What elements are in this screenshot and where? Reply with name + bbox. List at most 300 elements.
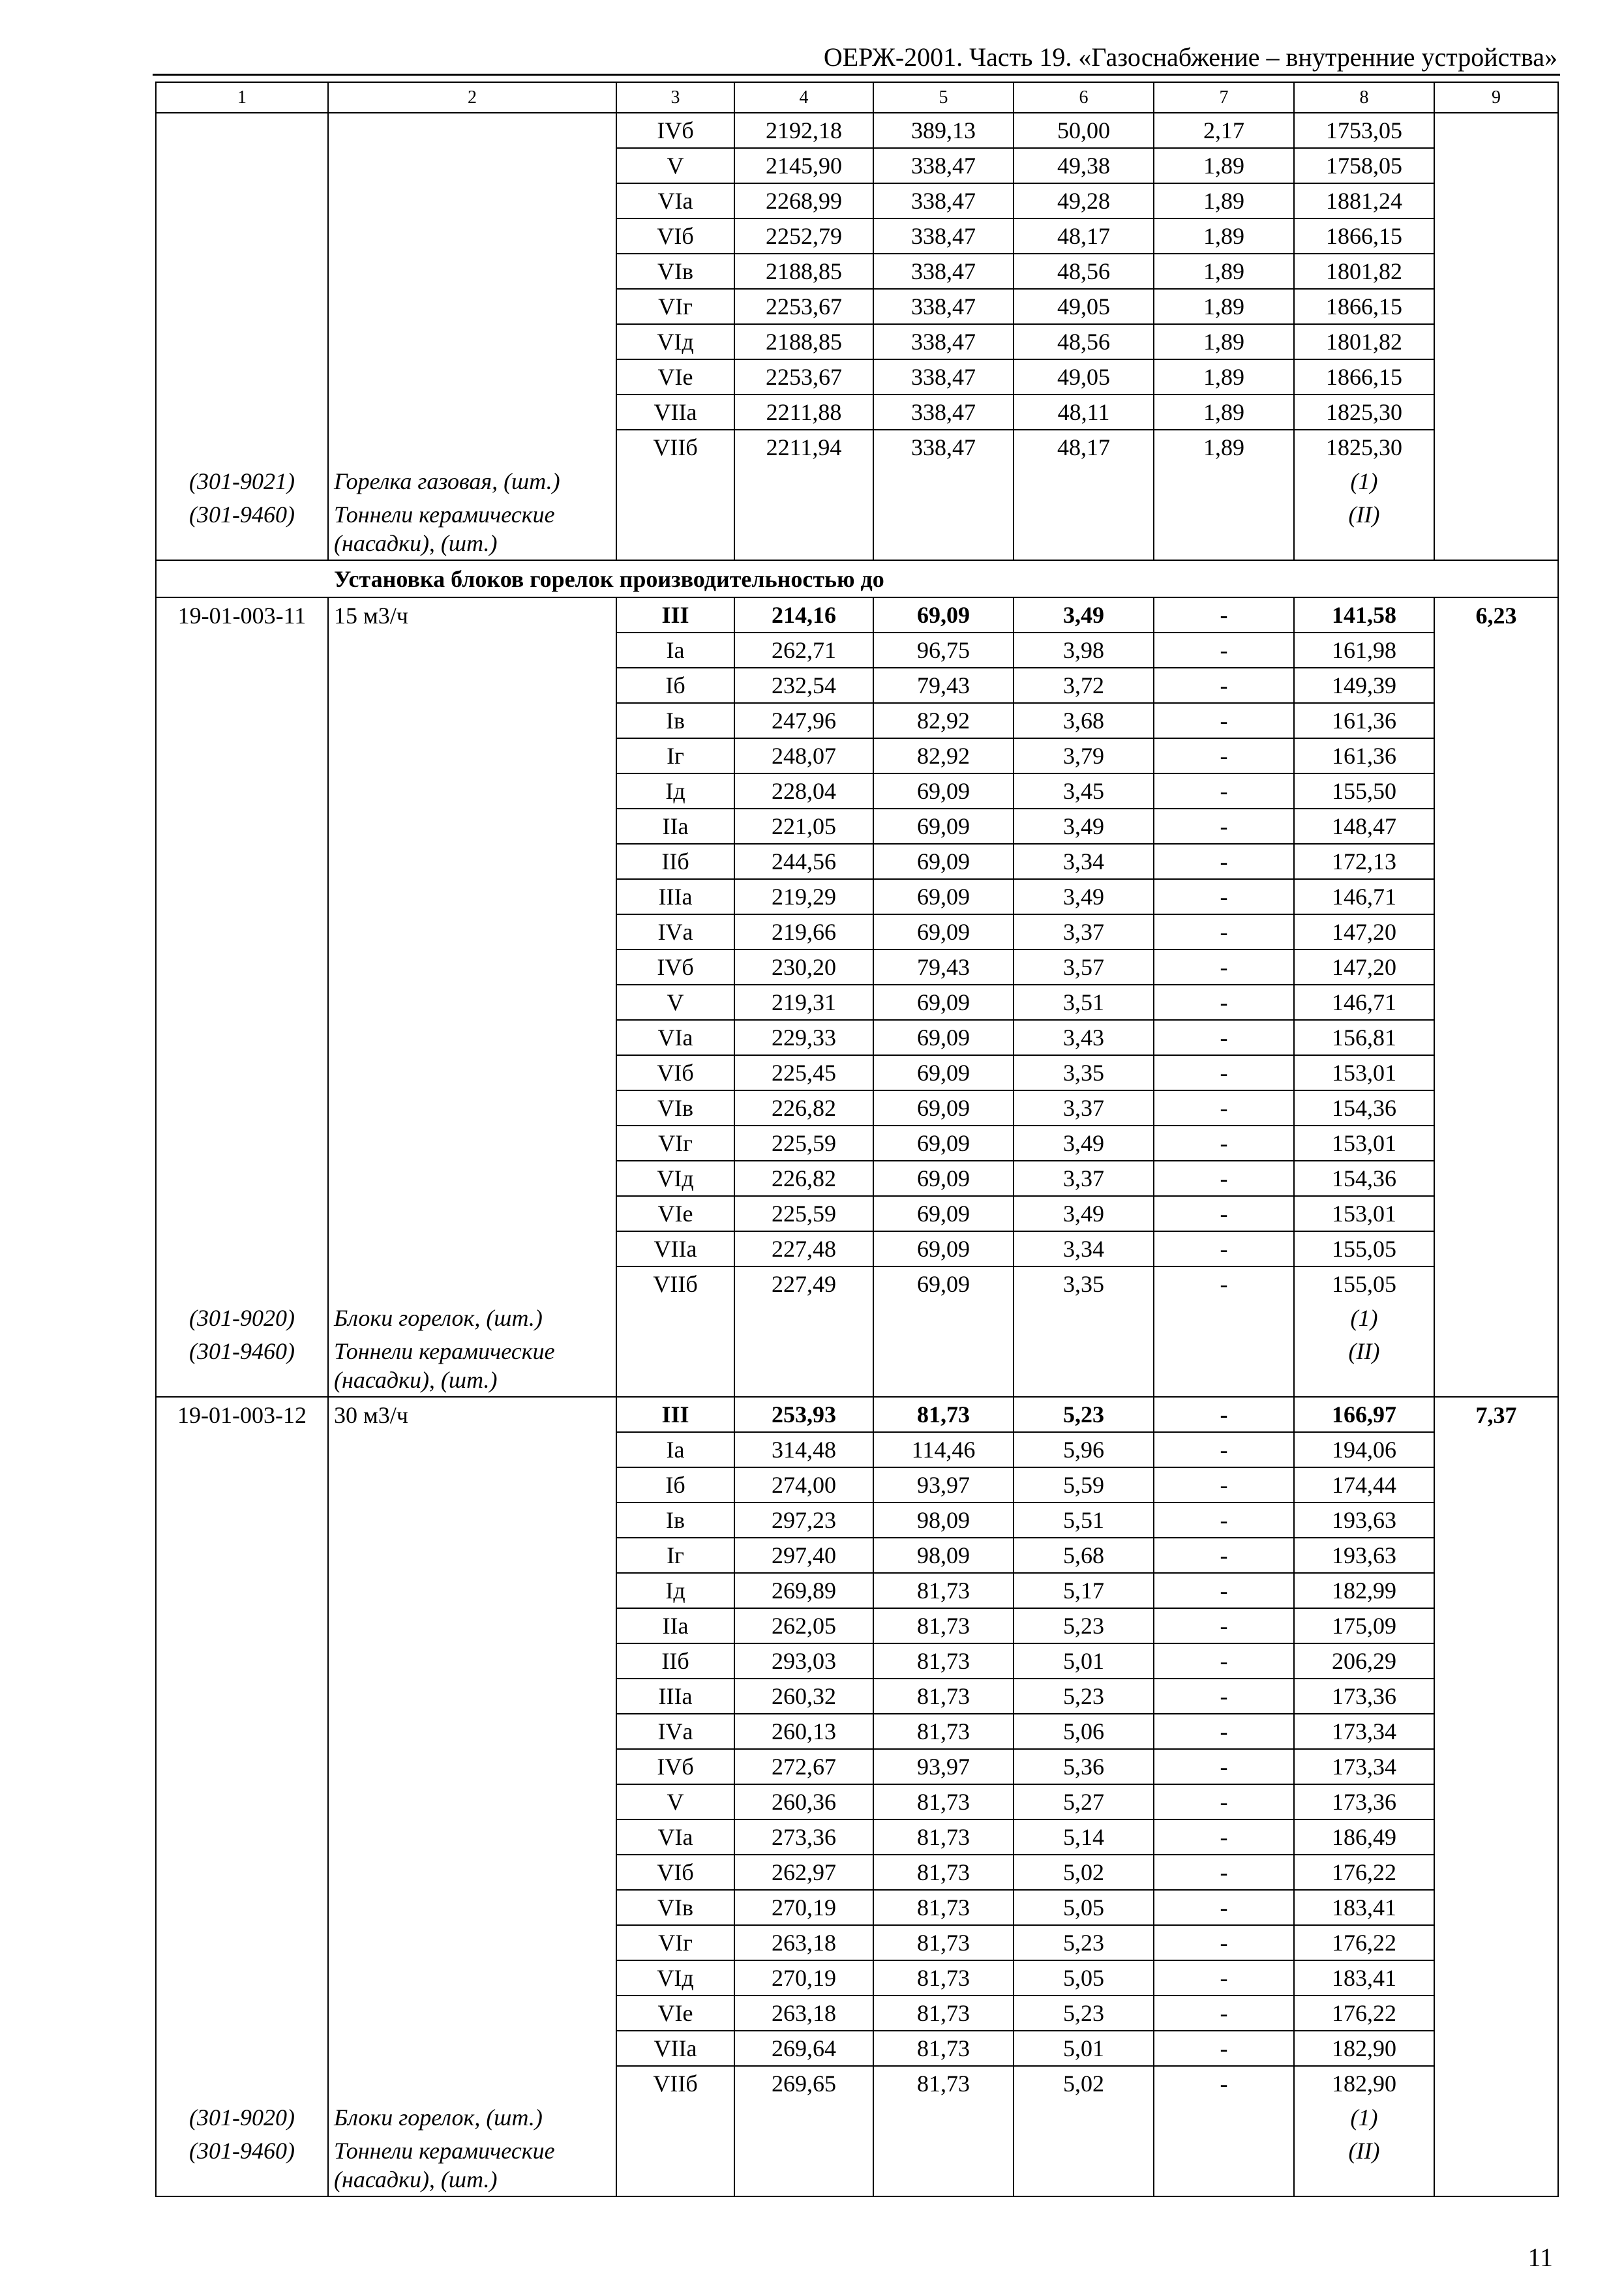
name-cell [328, 1960, 616, 1996]
zone-cell: VIд [616, 1161, 734, 1196]
column-number: 4 [734, 82, 873, 113]
wages-cell: 69,09 [873, 809, 1014, 844]
zone-cell: VIа [616, 183, 734, 218]
name-cell [328, 633, 616, 668]
machinist-wages-cell: - [1154, 1749, 1294, 1784]
table-row [156, 1925, 1558, 1960]
code-cell [156, 148, 328, 183]
wages-cell: 114,46 [873, 1432, 1014, 1467]
labor-cell [1434, 289, 1558, 324]
zone-cell: Iд [616, 1573, 734, 1608]
name-cell [328, 1161, 616, 1196]
table-row [156, 1749, 1558, 1784]
wages-cell: 69,09 [873, 1196, 1014, 1231]
code-cell [156, 914, 328, 950]
machinist-wages-cell: 1,89 [1154, 183, 1294, 218]
total-cost-cell: 2211,88 [734, 395, 873, 430]
estimate-table [155, 82, 1559, 2197]
materials-cell: (II) [1294, 498, 1434, 560]
materials-cell: 172,13 [1294, 844, 1434, 879]
wages-cell: 338,47 [873, 218, 1014, 254]
machinist-wages-cell: - [1154, 1432, 1294, 1467]
table-row [156, 738, 1558, 773]
code-cell [156, 703, 328, 738]
code-cell [156, 1231, 328, 1266]
machine-cost-cell: 48,11 [1014, 395, 1154, 430]
machinist-wages-cell [1154, 2101, 1294, 2134]
table-row [156, 148, 1558, 183]
wages-cell [873, 464, 1014, 498]
code-cell [156, 668, 328, 703]
total-cost-cell [734, 1334, 873, 1397]
materials-cell: 1801,82 [1294, 324, 1434, 359]
code-cell [156, 289, 328, 324]
labor-cell [1434, 633, 1558, 668]
materials-cell: 146,71 [1294, 879, 1434, 914]
table-row [156, 1126, 1558, 1161]
zone-cell: VIд [616, 1960, 734, 1996]
materials-cell: 186,49 [1294, 1819, 1434, 1855]
labor-cell [1434, 430, 1558, 464]
materials-cell: 155,50 [1294, 773, 1434, 809]
machinist-wages-cell: - [1154, 1679, 1294, 1714]
materials-cell: 148,47 [1294, 809, 1434, 844]
machine-cost-cell: 5,36 [1014, 1749, 1154, 1784]
name-cell [328, 703, 616, 738]
machine-cost-cell: 48,17 [1014, 218, 1154, 254]
materials-cell: 161,36 [1294, 738, 1434, 773]
materials-cell: 182,90 [1294, 2031, 1434, 2066]
wages-cell: 69,09 [873, 773, 1014, 809]
zone-cell: Iб [616, 1467, 734, 1503]
materials-cell: 161,98 [1294, 633, 1434, 668]
code-cell [156, 950, 328, 985]
column-number: 9 [1434, 82, 1558, 113]
name-cell [328, 1126, 616, 1161]
machine-cost-cell: 49,05 [1014, 359, 1154, 395]
zone-cell: IIа [616, 809, 734, 844]
total-cost-cell: 262,05 [734, 1608, 873, 1643]
total-cost-cell: 248,07 [734, 738, 873, 773]
wages-cell: 81,73 [873, 1890, 1014, 1925]
materials-cell: 155,05 [1294, 1266, 1434, 1301]
table-row [156, 633, 1558, 668]
machine-cost-cell: 5,06 [1014, 1714, 1154, 1749]
machine-cost-cell [1014, 464, 1154, 498]
machine-cost-cell: 48,17 [1014, 430, 1154, 464]
labor-cell [1434, 703, 1558, 738]
labor-cell [1434, 1573, 1558, 1608]
zone-cell: VIб [616, 1855, 734, 1890]
resource-row [156, 464, 1558, 498]
resource-row [156, 1301, 1558, 1334]
labor-cell [1434, 773, 1558, 809]
code-cell [156, 1126, 328, 1161]
labor-cell [1434, 1608, 1558, 1643]
labor-cell [1434, 809, 1558, 844]
machinist-wages-cell: - [1154, 1784, 1294, 1819]
machinist-wages-cell: - [1154, 668, 1294, 703]
table-row [156, 1055, 1558, 1090]
total-cost-cell: 269,65 [734, 2066, 873, 2101]
wages-cell: 81,73 [873, 1996, 1014, 2031]
zone-cell: VIIа [616, 2031, 734, 2066]
wages-cell [873, 498, 1014, 560]
code-cell [156, 1714, 328, 1749]
table-row [156, 218, 1558, 254]
code-cell [156, 395, 328, 430]
total-cost-cell: 226,82 [734, 1090, 873, 1126]
table-row [156, 597, 1558, 633]
machine-cost-cell: 5,01 [1014, 1643, 1154, 1679]
name-cell [328, 430, 616, 464]
wages-cell: 69,09 [873, 1161, 1014, 1196]
wages-cell: 338,47 [873, 183, 1014, 218]
code-cell [156, 1819, 328, 1855]
zone-cell: V [616, 1784, 734, 1819]
code-cell [156, 1749, 328, 1784]
labor-cell [1434, 950, 1558, 985]
name-cell: Тоннели керамические (насадки), (шт.) [328, 1334, 616, 1397]
labor-cell [1434, 914, 1558, 950]
name-cell [328, 1503, 616, 1538]
table-row [156, 1266, 1558, 1301]
materials-cell: 1881,24 [1294, 183, 1434, 218]
total-cost-cell: 2192,18 [734, 113, 873, 148]
wages-cell: 338,47 [873, 359, 1014, 395]
table-row [156, 1231, 1558, 1266]
name-cell: 30 м3/ч [328, 1397, 616, 1432]
zone-cell: III [616, 597, 734, 633]
machinist-wages-cell: 1,89 [1154, 395, 1294, 430]
machine-cost-cell [1014, 2101, 1154, 2134]
name-cell [328, 844, 616, 879]
code-cell [156, 1643, 328, 1679]
machinist-wages-cell [1154, 1301, 1294, 1334]
labor-cell [1434, 844, 1558, 879]
materials-cell: 1866,15 [1294, 289, 1434, 324]
machinist-wages-cell: - [1154, 1855, 1294, 1890]
labor-cell [1434, 738, 1558, 773]
code-cell [156, 1266, 328, 1301]
machinist-wages-cell: - [1154, 633, 1294, 668]
materials-cell: 147,20 [1294, 950, 1434, 985]
table-row [156, 985, 1558, 1020]
machine-cost-cell: 5,23 [1014, 1397, 1154, 1432]
resource-row [156, 2101, 1558, 2134]
wages-cell: 82,92 [873, 738, 1014, 773]
name-cell [328, 113, 616, 148]
code-cell: (301-9460) [156, 2134, 328, 2196]
zone-cell: VIе [616, 1996, 734, 2031]
code-cell [156, 2066, 328, 2101]
total-cost-cell: 260,13 [734, 1714, 873, 1749]
zone-cell: Iб [616, 668, 734, 703]
table-row [156, 1714, 1558, 1749]
total-cost-cell: 269,89 [734, 1573, 873, 1608]
machine-cost-cell: 3,37 [1014, 1090, 1154, 1126]
total-cost-cell: 2145,90 [734, 148, 873, 183]
materials-cell: 1866,15 [1294, 218, 1434, 254]
table-row [156, 1573, 1558, 1608]
table-row [156, 395, 1558, 430]
machinist-wages-cell: 2,17 [1154, 113, 1294, 148]
code-cell [156, 1855, 328, 1890]
wages-cell: 81,73 [873, 1573, 1014, 1608]
zone-cell: VIв [616, 1090, 734, 1126]
wages-cell: 81,73 [873, 1855, 1014, 1890]
zone-cell: Iа [616, 633, 734, 668]
zone-cell: VIIб [616, 1266, 734, 1301]
wages-cell: 81,73 [873, 1397, 1014, 1432]
machinist-wages-cell: - [1154, 1020, 1294, 1055]
name-cell [328, 1020, 616, 1055]
materials-cell: 175,09 [1294, 1608, 1434, 1643]
name-cell [328, 183, 616, 218]
zone-cell: Iа [616, 1432, 734, 1467]
machinist-wages-cell: - [1154, 1714, 1294, 1749]
machine-cost-cell: 3,57 [1014, 950, 1154, 985]
zone-cell: VIIб [616, 430, 734, 464]
labor-cell [1434, 254, 1558, 289]
materials-cell: 156,81 [1294, 1020, 1434, 1055]
wages-cell: 69,09 [873, 914, 1014, 950]
name-cell [328, 879, 616, 914]
zone-cell [616, 2101, 734, 2134]
wages-cell: 69,09 [873, 985, 1014, 1020]
table-row [156, 1432, 1558, 1467]
materials-cell: 1758,05 [1294, 148, 1434, 183]
wages-cell: 96,75 [873, 633, 1014, 668]
name-cell [328, 2066, 616, 2101]
labor-cell [1434, 1643, 1558, 1679]
machinist-wages-cell: - [1154, 2066, 1294, 2101]
machinist-wages-cell: - [1154, 950, 1294, 985]
materials-cell: 206,29 [1294, 1643, 1434, 1679]
table-row [156, 1503, 1558, 1538]
wages-cell: 81,73 [873, 2031, 1014, 2066]
machine-cost-cell: 49,05 [1014, 289, 1154, 324]
machine-cost-cell: 5,05 [1014, 1960, 1154, 1996]
table-row [156, 809, 1558, 844]
total-cost-cell: 262,71 [734, 633, 873, 668]
machinist-wages-cell [1154, 464, 1294, 498]
resource-row [156, 498, 1558, 560]
labor-cell [1434, 1301, 1558, 1334]
wages-cell: 338,47 [873, 289, 1014, 324]
materials-cell: 155,05 [1294, 1231, 1434, 1266]
resource-row [156, 2134, 1558, 2196]
column-number: 3 [616, 82, 734, 113]
total-cost-cell: 269,64 [734, 2031, 873, 2066]
code-cell [156, 773, 328, 809]
machinist-wages-cell: - [1154, 1055, 1294, 1090]
wages-cell: 98,09 [873, 1503, 1014, 1538]
materials-cell: 154,36 [1294, 1161, 1434, 1196]
wages-cell [873, 2134, 1014, 2196]
code-cell [156, 1996, 328, 2031]
name-cell [328, 738, 616, 773]
machine-cost-cell: 5,01 [1014, 2031, 1154, 2066]
materials-cell: 173,34 [1294, 1749, 1434, 1784]
table-row [156, 183, 1558, 218]
zone-cell: Iв [616, 703, 734, 738]
table-row [156, 914, 1558, 950]
labor-cell [1434, 668, 1558, 703]
total-cost-cell: 2253,67 [734, 359, 873, 395]
table-row [156, 324, 1558, 359]
total-cost-cell: 262,97 [734, 1855, 873, 1890]
machine-cost-cell: 3,98 [1014, 633, 1154, 668]
wages-cell: 338,47 [873, 148, 1014, 183]
machinist-wages-cell: - [1154, 738, 1294, 773]
materials-cell: 149,39 [1294, 668, 1434, 703]
machine-cost-cell: 5,05 [1014, 1890, 1154, 1925]
name-cell [328, 1819, 616, 1855]
code-cell [156, 1784, 328, 1819]
code-cell [156, 985, 328, 1020]
wages-cell: 81,73 [873, 1819, 1014, 1855]
code-cell [156, 1020, 328, 1055]
zone-cell: IIIа [616, 1679, 734, 1714]
name-cell: Тоннели керамические (насадки), (шт.) [328, 498, 616, 560]
code-cell [156, 1925, 328, 1960]
wages-cell: 69,09 [873, 879, 1014, 914]
machinist-wages-cell: - [1154, 1960, 1294, 1996]
labor-cell [1434, 1890, 1558, 1925]
table-row [156, 703, 1558, 738]
total-cost-cell: 247,96 [734, 703, 873, 738]
machinist-wages-cell: - [1154, 1126, 1294, 1161]
zone-cell [616, 498, 734, 560]
name-cell [328, 359, 616, 395]
materials-cell: 1753,05 [1294, 113, 1434, 148]
machinist-wages-cell: - [1154, 2031, 1294, 2066]
code-cell [156, 324, 328, 359]
zone-cell [616, 2134, 734, 2196]
name-cell: 15 м3/ч [328, 597, 616, 633]
name-cell [328, 2031, 616, 2066]
machine-cost-cell: 5,23 [1014, 1679, 1154, 1714]
name-cell [328, 1573, 616, 1608]
table-row [156, 879, 1558, 914]
machine-cost-cell: 5,02 [1014, 2066, 1154, 2101]
materials-cell: 176,22 [1294, 1855, 1434, 1890]
labor-cell [1434, 879, 1558, 914]
table-head [156, 82, 1558, 113]
code-cell [156, 844, 328, 879]
materials-cell: 153,01 [1294, 1196, 1434, 1231]
machinist-wages-cell: - [1154, 1090, 1294, 1126]
wages-cell [873, 2101, 1014, 2134]
materials-cell: 1825,30 [1294, 395, 1434, 430]
table-row [156, 1467, 1558, 1503]
zone-cell [616, 1301, 734, 1334]
wages-cell: 81,73 [873, 2066, 1014, 2101]
total-cost-cell: 230,20 [734, 950, 873, 985]
machine-cost-cell: 3,35 [1014, 1266, 1154, 1301]
materials-cell: 173,34 [1294, 1714, 1434, 1749]
labor-cell [1434, 1819, 1558, 1855]
labor-cell [1434, 1714, 1558, 1749]
wages-cell: 79,43 [873, 668, 1014, 703]
name-cell [328, 985, 616, 1020]
wages-cell: 69,09 [873, 1055, 1014, 1090]
labor-cell [1434, 324, 1558, 359]
name-cell [328, 1196, 616, 1231]
zone-cell: IVб [616, 1749, 734, 1784]
zone-cell: IIIа [616, 879, 734, 914]
total-cost-cell: 293,03 [734, 1643, 873, 1679]
total-cost-cell: 244,56 [734, 844, 873, 879]
column-number: 7 [1154, 82, 1294, 113]
table-row [156, 1608, 1558, 1643]
name-cell [328, 395, 616, 430]
table-row [156, 950, 1558, 985]
name-cell [328, 950, 616, 985]
labor-cell [1434, 2031, 1558, 2066]
labor-cell [1434, 1055, 1558, 1090]
machinist-wages-cell: 1,89 [1154, 359, 1294, 395]
machinist-wages-cell: - [1154, 597, 1294, 633]
table-row [156, 1819, 1558, 1855]
total-cost-cell: 314,48 [734, 1432, 873, 1467]
resource-row [156, 1334, 1558, 1397]
zone-cell: VIг [616, 1126, 734, 1161]
machinist-wages-cell: 1,89 [1154, 254, 1294, 289]
group-title: Установка блоков горелок производительностью до [156, 560, 1558, 597]
machine-cost-cell: 3,37 [1014, 1161, 1154, 1196]
labor-cell [1434, 359, 1558, 395]
labor-cell [1434, 498, 1558, 560]
wages-cell: 79,43 [873, 950, 1014, 985]
machine-cost-cell: 5,68 [1014, 1538, 1154, 1573]
total-cost-cell: 214,16 [734, 597, 873, 633]
machinist-wages-cell: - [1154, 1925, 1294, 1960]
labor-cell [1434, 1784, 1558, 1819]
labor-cell: 7,37 [1434, 1397, 1558, 1432]
machinist-wages-cell [1154, 1334, 1294, 1397]
zone-cell: VIг [616, 1925, 734, 1960]
machinist-wages-cell: - [1154, 1890, 1294, 1925]
name-cell [328, 218, 616, 254]
machine-cost-cell: 5,17 [1014, 1573, 1154, 1608]
name-cell [328, 1749, 616, 1784]
materials-cell: 141,58 [1294, 597, 1434, 633]
name-cell [328, 1432, 616, 1467]
machine-cost-cell: 48,56 [1014, 254, 1154, 289]
wages-cell: 81,73 [873, 1643, 1014, 1679]
machine-cost-cell: 5,27 [1014, 1784, 1154, 1819]
code-cell [156, 1538, 328, 1573]
total-cost-cell: 232,54 [734, 668, 873, 703]
name-cell [328, 1467, 616, 1503]
machinist-wages-cell: - [1154, 1161, 1294, 1196]
code-cell [156, 1960, 328, 1996]
machine-cost-cell: 3,49 [1014, 1196, 1154, 1231]
materials-cell: 193,63 [1294, 1503, 1434, 1538]
zone-cell [616, 464, 734, 498]
zone-cell: VIг [616, 289, 734, 324]
machine-cost-cell: 50,00 [1014, 113, 1154, 148]
column-number: 6 [1014, 82, 1154, 113]
materials-cell: 161,36 [1294, 703, 1434, 738]
total-cost-cell: 274,00 [734, 1467, 873, 1503]
machine-cost-cell: 3,34 [1014, 1231, 1154, 1266]
materials-cell: 166,97 [1294, 1397, 1434, 1432]
machine-cost-cell: 3,34 [1014, 844, 1154, 879]
name-cell [328, 1784, 616, 1819]
